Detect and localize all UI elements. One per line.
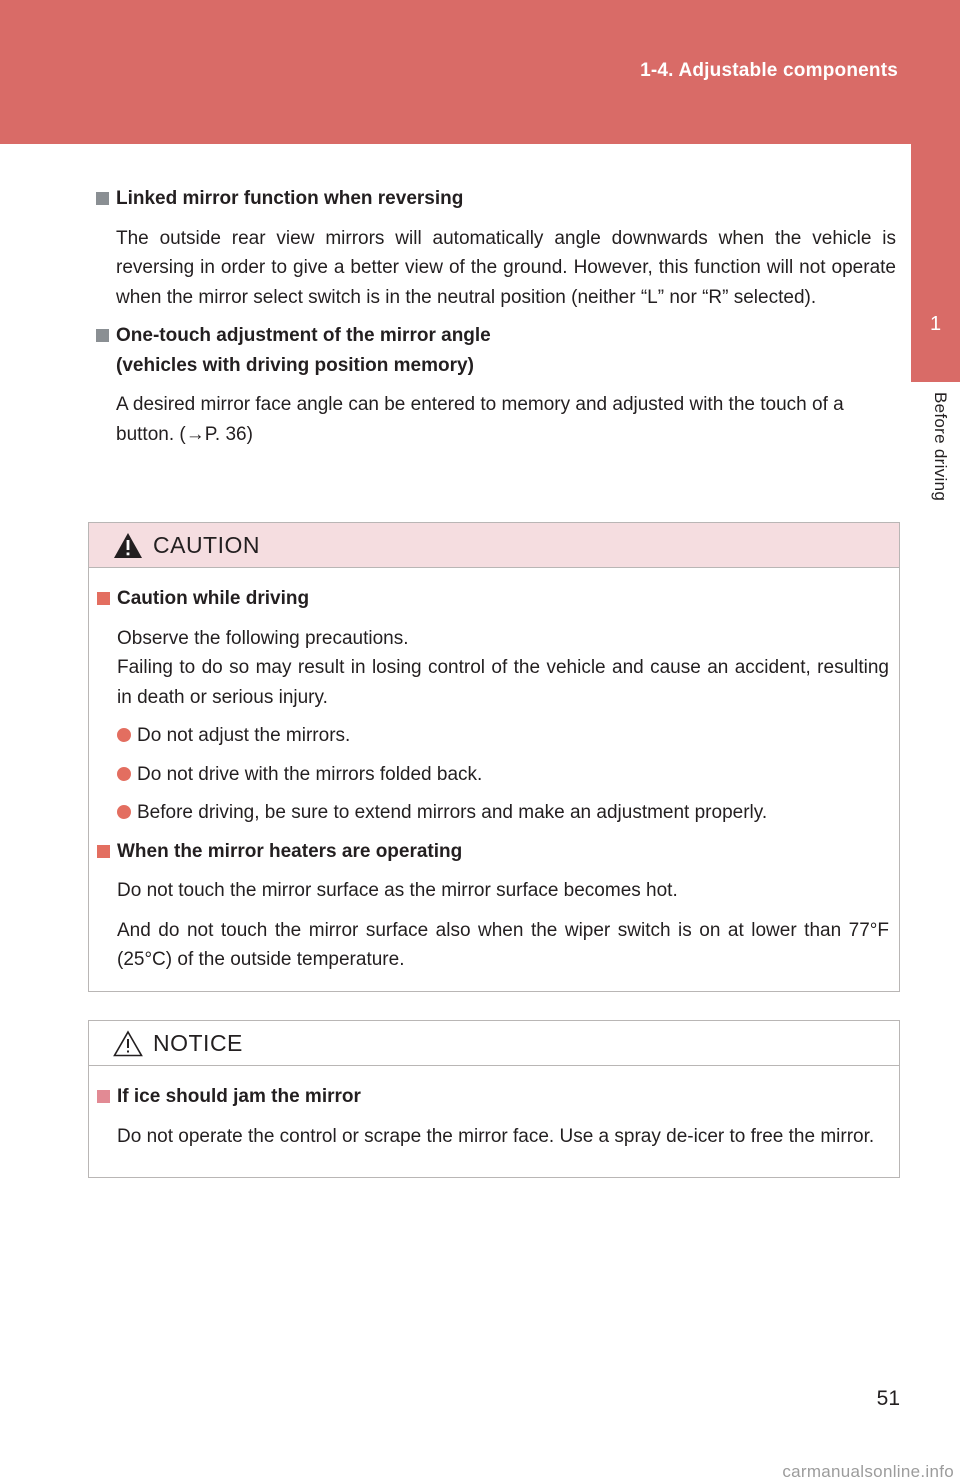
caution-driving-heading-text: Caution while driving: [117, 588, 310, 609]
chapter-number: 1: [929, 313, 942, 335]
one-touch-heading-text: [116, 321, 491, 380]
notice-title: NOTICE: [153, 1029, 243, 1056]
page-number: 51: [876, 1387, 900, 1410]
caution-heaters-p2: And do not touch the mirror surface also when the wiper switch is on at lower than 77°F (25°C) of the outside temperature.: [117, 919, 889, 970]
caution-bullet: [117, 760, 889, 790]
pink-square-icon: [97, 1090, 110, 1103]
bullet-dot-icon: [117, 805, 131, 819]
notice-ice-heading-text: If ice should jam the mirror: [117, 1086, 361, 1107]
one-touch-section: [96, 321, 896, 449]
caution-box: [88, 522, 900, 992]
gray-square-icon: [96, 192, 109, 205]
red-square-icon: [97, 845, 110, 858]
caution-bullet: [117, 798, 889, 828]
warning-triangle-icon: [113, 532, 143, 559]
caution-intro-line: Observe the following precautions.: [117, 627, 409, 649]
watermark: carmanualsonline.info: [782, 1462, 954, 1481]
red-square-icon: [97, 592, 110, 605]
caution-bullet-text: Do not adjust the mirrors.: [137, 725, 351, 746]
bullet-dot-icon: [117, 767, 131, 781]
chapter-tab: [911, 144, 960, 382]
caution-title: CAUTION: [153, 531, 260, 558]
caution-consequence: Failing to do so may result in losing control of the vehicle and cause an accident, resulting in death or serious injury.: [117, 657, 889, 708]
caution-body: [89, 568, 899, 991]
notice-triangle-icon: [113, 1030, 143, 1057]
notice-header: [89, 1021, 899, 1066]
caution-heaters-heading-text: When the mirror heaters are operating: [117, 840, 463, 862]
notice-box: [88, 1020, 900, 1178]
chapter-label: Before driving: [931, 392, 950, 502]
linked-mirror-body: The outside rear view mirrors will automatically angle downwards when the vehicle is reversing in order to give a better view of the ground. However, this function will not operate when the mirror select switch is in the neutral position (neither “L” nor “R” selected).: [116, 227, 896, 308]
one-touch-body: A desired mirror face angle can be entered to memory and adjusted with the touch of a button. (→P. 36): [116, 394, 844, 445]
one-touch-heading-line1: One-touch adjustment of the mirror angle: [116, 325, 491, 346]
caution-header: [89, 523, 899, 568]
notice-body: [89, 1066, 899, 1177]
linked-mirror-heading: [96, 184, 896, 214]
caution-driving-heading: [97, 584, 889, 614]
intro-content: [96, 184, 896, 458]
caution-bullet-text: Do not drive with the mirrors folded back.: [137, 763, 483, 785]
linked-mirror-section: [96, 184, 896, 312]
caution-heaters-heading: [97, 837, 889, 867]
one-touch-heading: [96, 321, 896, 380]
section-title: 1-4. Adjustable components: [640, 60, 898, 81]
one-touch-heading-line2: (vehicles with driving position memory): [116, 354, 474, 376]
caution-bullet: [117, 721, 889, 751]
caution-bullet-text: Before driving, be sure to extend mirrors and make an adjustment properly.: [137, 802, 768, 823]
caution-heaters-p1: Do not touch the mirror surface as the mirror surface becomes hot.: [117, 880, 678, 901]
gray-square-icon: [96, 329, 109, 342]
bullet-dot-icon: [117, 728, 131, 742]
linked-mirror-heading-text: Linked mirror function when reversing: [116, 188, 464, 209]
notice-ice-heading: [97, 1082, 889, 1112]
notice-ice-body: Do not operate the control or scrape the mirror face. Use a spray de-icer to free the mirror.: [117, 1125, 875, 1147]
